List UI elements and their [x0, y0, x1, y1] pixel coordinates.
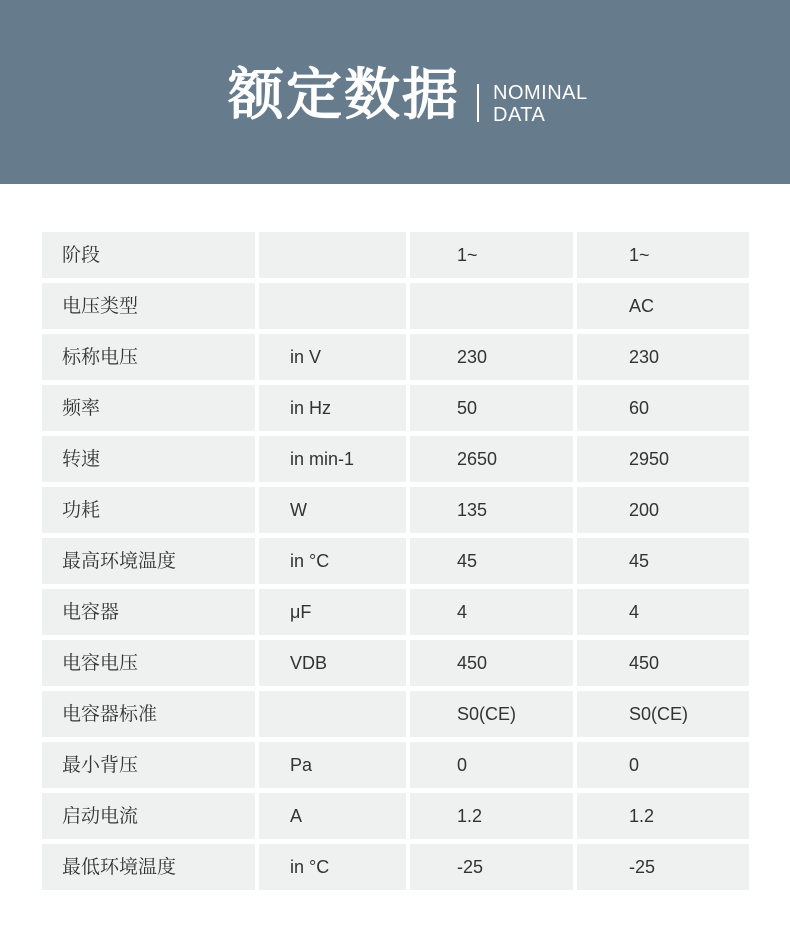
unit-cell [259, 283, 406, 329]
table-row [42, 232, 749, 278]
param-cell: 最小背压 [42, 742, 255, 788]
value-cell-1: 1~ [410, 232, 573, 278]
value-cell-1: 450 [410, 640, 573, 686]
table-row [42, 793, 749, 839]
unit-cell: in °C [259, 538, 406, 584]
param-cell: 电容器标准 [42, 691, 255, 737]
value-cell-1: -25 [410, 844, 573, 890]
table-row [42, 385, 749, 431]
value-cell-1 [410, 283, 573, 329]
value-cell-1: 0 [410, 742, 573, 788]
unit-cell [259, 232, 406, 278]
value-cell-1: 135 [410, 487, 573, 533]
page-subtitle [493, 82, 588, 126]
value-cell-2: 450 [577, 640, 749, 686]
value-cell-2: -25 [577, 844, 749, 890]
value-cell-2: 230 [577, 334, 749, 380]
param-cell: 电压类型 [42, 283, 255, 329]
value-cell-1: 2650 [410, 436, 573, 482]
subtitle-line-1: NOMINAL [493, 82, 588, 104]
param-cell: 启动电流 [42, 793, 255, 839]
unit-cell: W [259, 487, 406, 533]
param-cell: 电容器 [42, 589, 255, 635]
value-cell-1: 1.2 [410, 793, 573, 839]
value-cell-1: 230 [410, 334, 573, 380]
param-cell: 阶段 [42, 232, 255, 278]
value-cell-2: 2950 [577, 436, 749, 482]
header-banner [0, 0, 790, 184]
unit-cell: in °C [259, 844, 406, 890]
spec-table [42, 232, 749, 895]
param-cell: 最高环境温度 [42, 538, 255, 584]
unit-cell: in Hz [259, 385, 406, 431]
value-cell-1: S0(CE) [410, 691, 573, 737]
table-row [42, 283, 749, 329]
unit-cell: VDB [259, 640, 406, 686]
value-cell-1: 4 [410, 589, 573, 635]
value-cell-2: 1~ [577, 232, 749, 278]
table-row [42, 538, 749, 584]
table-row [42, 691, 749, 737]
value-cell-2: 0 [577, 742, 749, 788]
value-cell-2: AC [577, 283, 749, 329]
param-cell: 频率 [42, 385, 255, 431]
unit-cell: Pa [259, 742, 406, 788]
table-row [42, 589, 749, 635]
param-cell: 最低环境温度 [42, 844, 255, 890]
value-cell-2: 60 [577, 385, 749, 431]
table-row [42, 436, 749, 482]
table-row [42, 334, 749, 380]
param-cell: 标称电压 [42, 334, 255, 380]
value-cell-2: 1.2 [577, 793, 749, 839]
value-cell-2: 4 [577, 589, 749, 635]
value-cell-1: 50 [410, 385, 573, 431]
param-cell: 转速 [42, 436, 255, 482]
table-row [42, 487, 749, 533]
value-cell-2: S0(CE) [577, 691, 749, 737]
table-row [42, 742, 749, 788]
title-divider [477, 84, 479, 122]
page-title: 额定数据 [228, 63, 460, 128]
unit-cell: in V [259, 334, 406, 380]
value-cell-2: 200 [577, 487, 749, 533]
value-cell-1: 45 [410, 538, 573, 584]
param-cell: 电容电压 [42, 640, 255, 686]
value-cell-2: 45 [577, 538, 749, 584]
unit-cell: in min-1 [259, 436, 406, 482]
table-row [42, 640, 749, 686]
unit-cell: A [259, 793, 406, 839]
param-cell: 功耗 [42, 487, 255, 533]
table-row [42, 844, 749, 890]
unit-cell: μF [259, 589, 406, 635]
unit-cell [259, 691, 406, 737]
subtitle-line-2: DATA [493, 104, 546, 126]
